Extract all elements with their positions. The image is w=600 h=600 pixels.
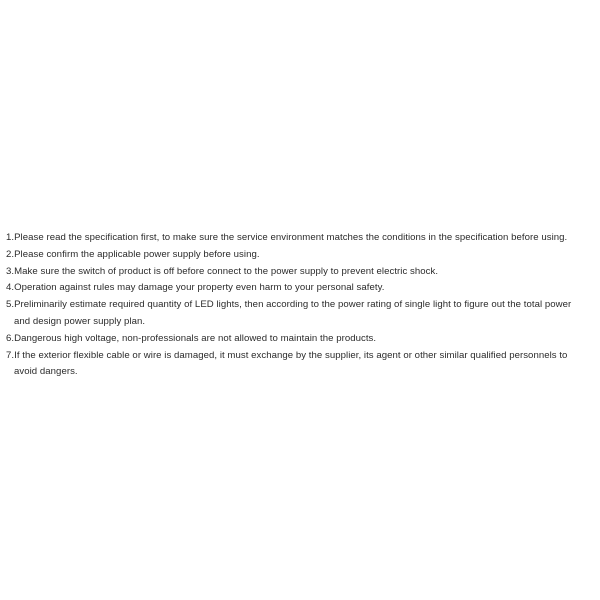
precaution-line-continued: avoid dangers. (14, 366, 78, 378)
precaution-item-5 (6, 297, 596, 331)
precaution-item-4 (6, 280, 596, 297)
precaution-item-6 (6, 331, 596, 348)
precaution-item-3 (6, 264, 596, 281)
precautions-list (6, 230, 596, 381)
precaution-item-7 (6, 348, 596, 382)
precaution-item-1 (6, 230, 596, 247)
precaution-line: 5.Preliminarily estimate required quantity of LED lights, then according to the power rating of single light to figure out the total power (6, 299, 572, 311)
precaution-line: 1.Please read the specification first, to make sure the service environment matches the conditions in the specification before using. (6, 232, 568, 243)
precaution-line: 6.Dangerous high voltage, non-professionals are not allowed to maintain the products. (6, 332, 377, 344)
precaution-line: 2.Please confirm the applicable power supply before using. (6, 248, 260, 260)
precaution-line-continued: and design power supply plan. (14, 315, 146, 327)
precaution-line: 3.Make sure the switch of product is off before connect to the power supply to prevent electric shock. (6, 265, 439, 277)
precaution-line: 7.If the exterior flexible cable or wire is damaged, it must exchange by the supplier, its agent or other similar qualified personnels to (6, 349, 568, 361)
precaution-line: 4.Operation against rules may damage your property even harm to your personal safety. (6, 282, 385, 294)
precaution-item-2 (6, 247, 596, 264)
